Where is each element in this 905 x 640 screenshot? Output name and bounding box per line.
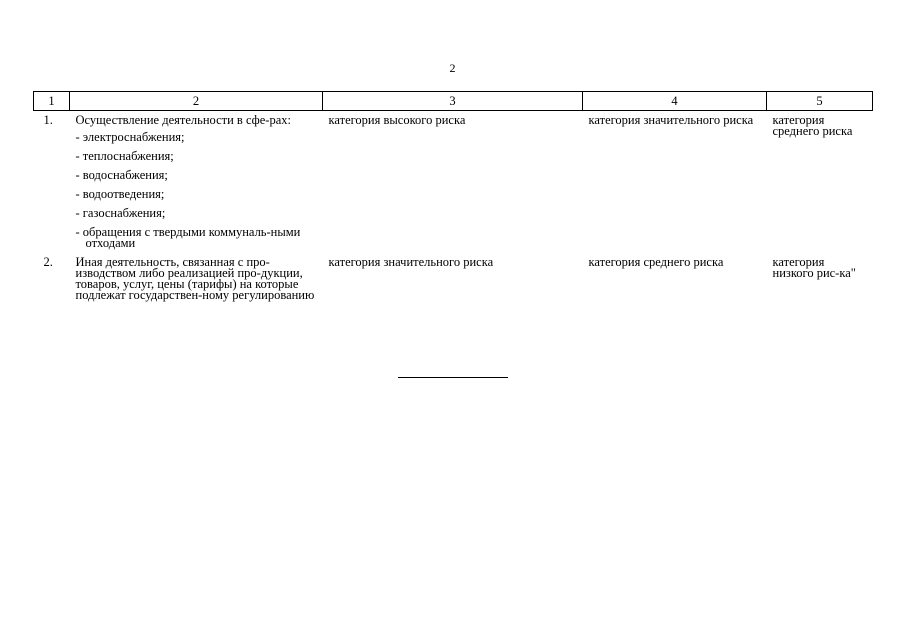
risk-category-col3: категория высокого риска — [328, 113, 466, 127]
list-item: - газоснабжения; — [75, 206, 166, 220]
risk-category-col5: категория среднего риска — [772, 113, 853, 138]
risk-category-col4: категория значительного риска — [588, 113, 754, 127]
column-header-1: 1 — [34, 92, 70, 111]
risk-category-col3: категория значительного риска — [328, 255, 494, 269]
header-row — [34, 92, 873, 111]
list-item: - электроснабжения; — [75, 130, 185, 144]
risk-category-table — [33, 91, 873, 301]
list-item: - обращения с твердыми коммуналь-ными отходами — [75, 225, 301, 250]
risk-category-col5: категория низкого рис-ка" — [772, 255, 856, 280]
page-number: 2 — [449, 61, 456, 75]
sphere-list — [76, 132, 317, 249]
table-row — [34, 111, 873, 254]
column-header-5: 5 — [767, 92, 873, 111]
activity-title: Осуществление деятельности в сфе-рах: — [75, 113, 291, 127]
row-number: 1. — [43, 113, 53, 127]
column-header-2: 2 — [70, 92, 323, 111]
list-item: - водоотведения; — [75, 187, 165, 201]
risk-category-col4: категория среднего риска — [588, 255, 724, 269]
list-item: - теплоснабжения; — [75, 149, 174, 163]
activity-cell: Иная деятельность, связанная с про-изводством либо реализацией про-дукции, товаров, услуг, цены (тарифы) на которые подлежат государствен-ному регулированию — [75, 255, 315, 302]
column-header-4: 4 — [583, 92, 767, 111]
footnote-divider — [398, 377, 508, 378]
list-item: - водоснабжения; — [75, 168, 168, 182]
table-row — [34, 253, 873, 301]
activity-cell — [70, 111, 323, 254]
row-number: 2. — [43, 255, 53, 269]
column-header-3: 3 — [323, 92, 583, 111]
